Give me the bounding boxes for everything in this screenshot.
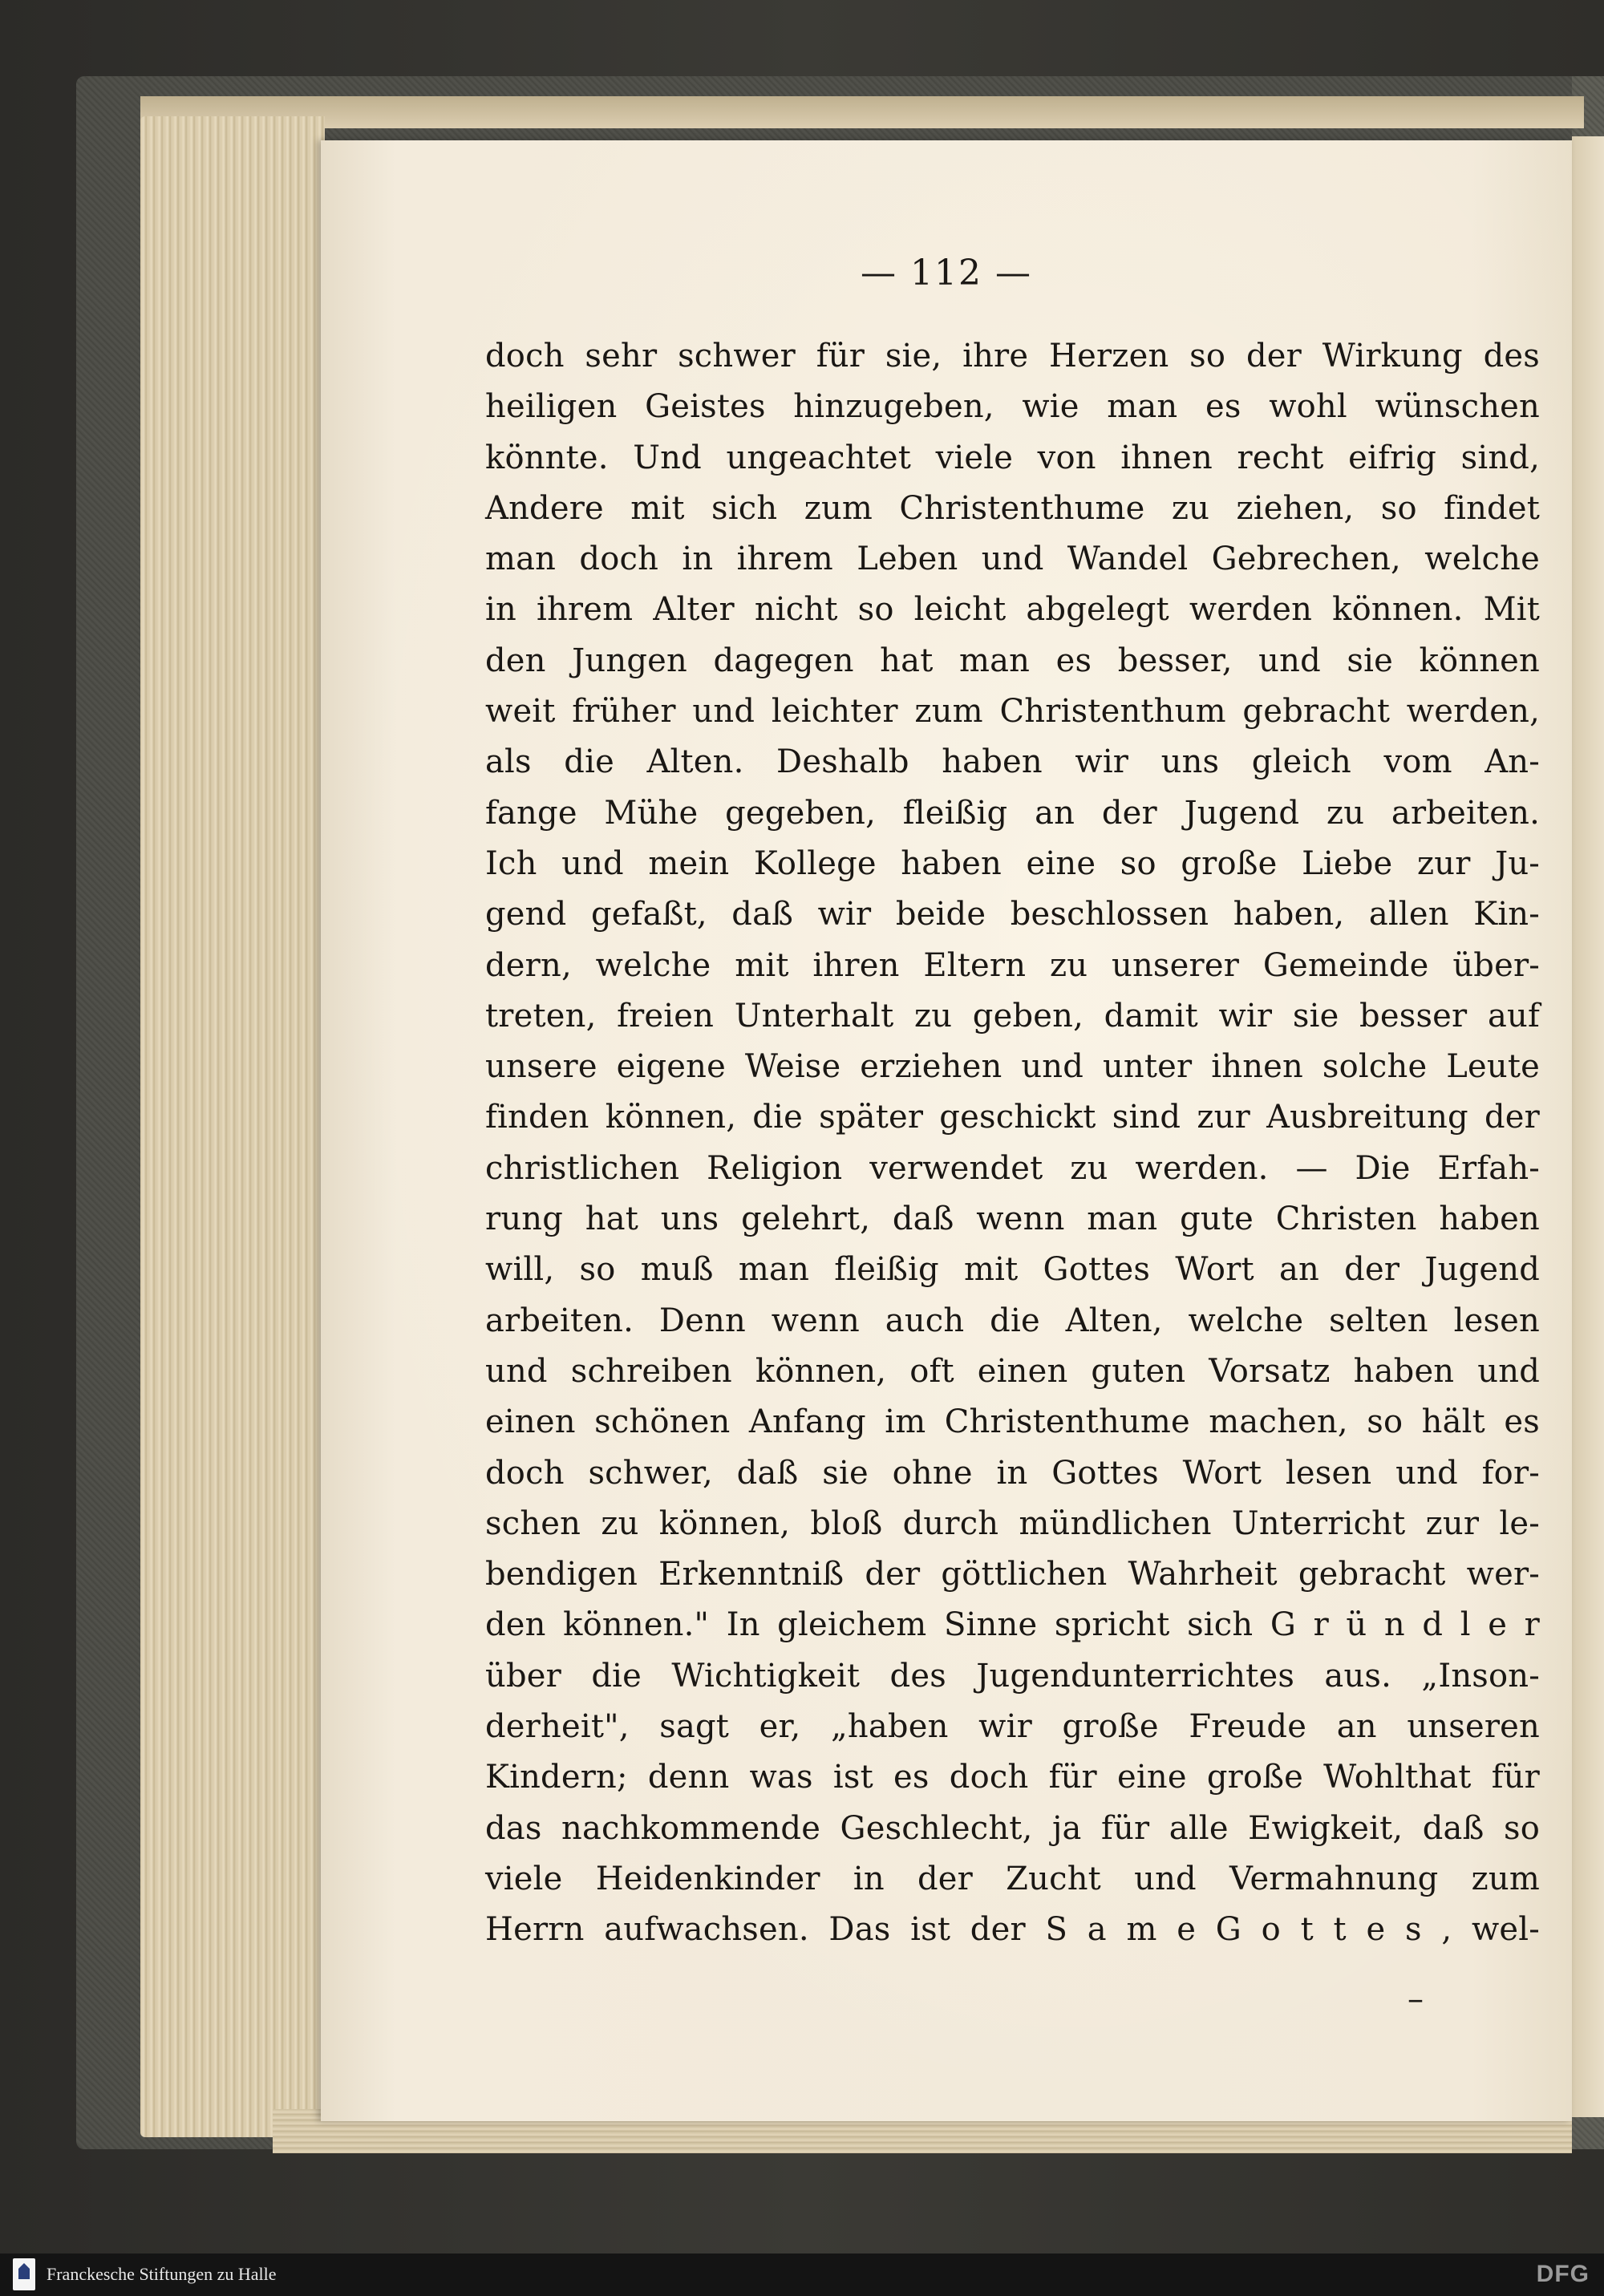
text-line: über die Wichtigkeit des Jugendunterrichtes aus. „Inson- — [485, 1657, 1540, 1695]
text-line: dern, welche mit ihren Eltern zu unserer Gemeinde über- — [485, 946, 1540, 984]
text-line: den Jungen dagegen hat man es besser, und sie können — [485, 642, 1540, 679]
institution-logo-icon — [13, 2258, 35, 2290]
text-line: doch sehr schwer für sie, ihre Herzen so der Wirkung des — [485, 338, 1540, 375]
text-line: das nachkommende Geschlecht, ja für alle Ewigkeit, daß so — [485, 1809, 1540, 1847]
institution-name: Franckesche Stiftungen zu Halle — [47, 2264, 277, 2284]
text-line: Andere mit sich zum Christenthume zu ziehen, so findet — [485, 489, 1540, 527]
catchword: – — [1408, 1981, 1424, 2018]
text-line: könnte. Und ungeachtet viele von ihnen recht eifrig sind, — [485, 439, 1540, 476]
book-page — [321, 140, 1572, 2121]
text-line: Kindern; denn was ist es doch für eine große Wohlthat für — [485, 1759, 1540, 1796]
text-line: und schreiben können, oft einen guten Vorsatz haben und — [485, 1352, 1540, 1390]
text-line: derheit", sagt er, „haben wir große Freude an unseren — [485, 1708, 1540, 1746]
text-line: Ich und mein Kollege haben eine so große Liebe zur Ju- — [485, 844, 1540, 882]
page-stack-top — [140, 96, 1584, 128]
page-text — [485, 331, 1540, 1956]
text-line: arbeiten. Denn wenn auch die Alten, welche selten lesen — [485, 1302, 1540, 1339]
text-line: einen schönen Anfang im Christenthume machen, so hält es — [485, 1403, 1540, 1441]
text-line: fange Mühe gegeben, fleißig an der Jugend zu arbeiten. — [485, 794, 1540, 832]
text-line: unsere eigene Weise erziehen und unter ihnen solche Leute — [485, 1048, 1540, 1086]
text-line: viele Heidenkinder in der Zucht und Vermahnung zum — [485, 1860, 1540, 1897]
text-line: finden können, die später geschickt sind zur Ausbreitung der — [485, 1099, 1540, 1136]
text-line: man doch in ihrem Leben und Wandel Gebrechen, welche — [485, 541, 1540, 578]
footer-bar — [0, 2253, 1604, 2296]
text-line: bendigen Erkenntniß der göttlichen Wahrheit gebracht wer- — [485, 1556, 1540, 1593]
text-line: treten, freien Unterhalt zu geben, damit wir sie besser auf — [485, 997, 1540, 1035]
text-line: christlichen Religion verwendet zu werden. — Die Erfah- — [485, 1149, 1540, 1187]
text-line: schen zu können, bloß durch mündlichen Unterricht zur le- — [485, 1504, 1540, 1542]
text-line: will, so muß man fleißig mit Gottes Wort an der Jugend — [485, 1251, 1540, 1289]
text-line: gend gefaßt, daß wir beide beschlossen haben, allen Kin- — [485, 896, 1540, 933]
text-line: weit früher und leichter zum Christenthum gebracht werden, — [485, 693, 1540, 731]
page-stack-left — [140, 116, 325, 2137]
text-line: heiligen Geistes hinzugeben, wie man es wohl wünschen — [485, 388, 1540, 426]
page-number: — 112 — — [861, 253, 1032, 294]
next-page-edge — [1572, 136, 1604, 2117]
text-line: als die Alten. Deshalb haben wir uns gleich vom An- — [485, 743, 1540, 781]
text-line: rung hat uns gelehrt, daß wenn man gute Christen haben — [485, 1201, 1540, 1238]
dfg-logo: DFG — [1536, 2261, 1590, 2287]
text-line: Herrn aufwachsen. Das ist der S a m e G o t t e s , wel- — [485, 1911, 1540, 1949]
text-line: in ihrem Alter nicht so leicht abgelegt werden können. Mit — [485, 591, 1540, 629]
text-line: den können." In gleichem Sinne spricht sich G r ü n d l e r — [485, 1606, 1540, 1644]
text-line: doch schwer, daß sie ohne in Gottes Wort lesen und for- — [485, 1454, 1540, 1492]
